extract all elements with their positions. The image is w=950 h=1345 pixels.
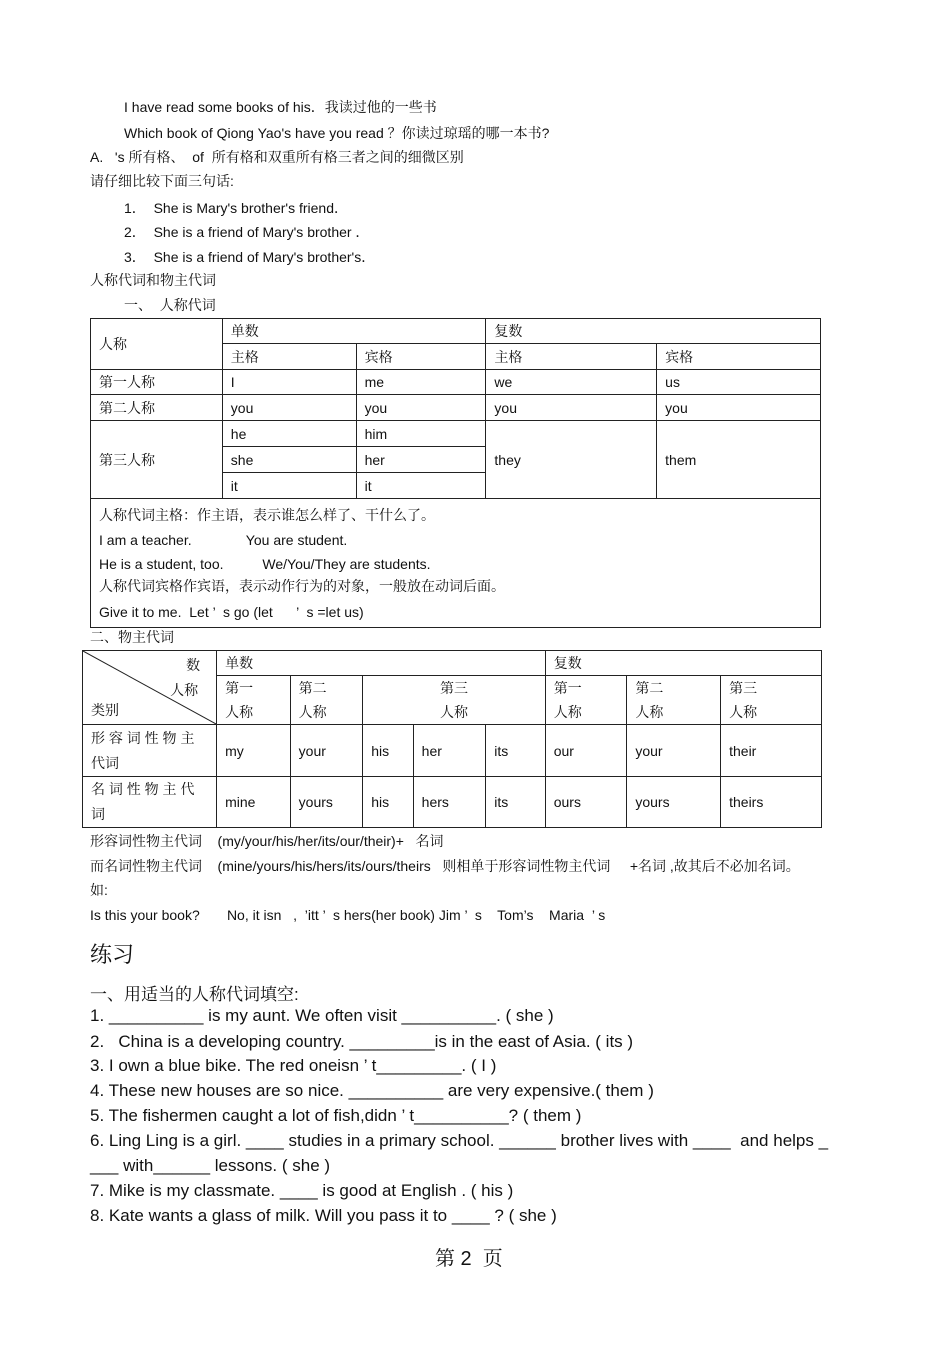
cell: we [486, 370, 657, 395]
cell: her [413, 725, 486, 777]
header-subject-singular: 主格 [222, 344, 356, 370]
cell: your [290, 725, 363, 777]
cell: my [217, 725, 291, 777]
cell: us [657, 370, 821, 395]
possessive-pronoun-table [82, 650, 822, 828]
header-second-person [290, 676, 363, 725]
cell: theirs [721, 777, 822, 828]
header-plural-second-person [627, 676, 721, 725]
cell: they [486, 421, 657, 499]
header-text: 第三 [729, 680, 758, 696]
cell: yours [290, 777, 363, 828]
cell: me [356, 370, 486, 395]
row-label-text: 代词 [91, 754, 119, 771]
header-object-plural: 宾格 [657, 344, 821, 370]
row-label-second-person: 第二人称 [91, 395, 223, 421]
cell: their [721, 725, 822, 777]
header-text: 人称 [729, 704, 758, 720]
note-line: 人称代词宾格作宾语，表示动作行为的对象，一般放在动词后面。 [99, 578, 505, 594]
page-number: 第 2 页 [435, 1248, 503, 1270]
row-label-text: 形 容 词 性 物 主 [91, 729, 195, 746]
possessive-pronoun-heading: 二、物主代词 [90, 629, 174, 645]
cell: you [356, 395, 486, 421]
header-text: 第二 [298, 680, 327, 696]
header-text: 第一 [553, 680, 582, 696]
header-plural-third-person [721, 676, 822, 725]
header-subject-plural: 主格 [486, 344, 657, 370]
header-singular: 单数 [222, 319, 486, 344]
example-sentence-2: 2． She is a friend of Mary's brother ． [124, 224, 370, 240]
cell: you [657, 395, 821, 421]
header-object-singular: 宾格 [356, 344, 486, 370]
exercise-item: 8. Kate wants a glass of milk. Will you pass it to ____ ? ( she ) [90, 1206, 557, 1225]
diag-number-label: 数 [186, 657, 201, 673]
cell: its [486, 777, 545, 828]
header-text: 人称 [298, 704, 327, 720]
cell: its [486, 725, 545, 777]
header-text: 第三 [439, 680, 468, 696]
intro-line-2: Which book of Qiong Yao's have you read ？你读过琼瑶的哪一本书? [124, 125, 550, 141]
note-line: I am a teacher. You are student. [99, 532, 348, 548]
compare-instruction: 请仔细比较下面三句话: [90, 173, 234, 189]
pronoun-title: 人称代词和物主代词 [90, 272, 216, 288]
exercise-item: 6. Ling Ling is a girl. ____ studies in a primary school. ______ brother lives with ____ and helps _ [90, 1131, 829, 1150]
header-text: 人称 [439, 704, 468, 720]
personal-pronoun-table [90, 318, 821, 628]
cell: you [222, 395, 356, 421]
cell: hers [413, 777, 486, 828]
note-nominal: 而名词性物主代词 (mine/yours/his/hers/its/ours/theirs 则相单于形容词性物主代词 +名词 ,故其后不必加名词。 [90, 858, 800, 874]
exercise-item: 4. These new houses are so nice. __________ are very expensive.( them ) [90, 1081, 654, 1100]
note-adjectival: 形容词性物主代词 (my/your/his/her/its/our/their)+ 名词 [90, 833, 444, 849]
cell: I [222, 370, 356, 395]
row-label-text: 名 词 性 物 主 代 [91, 781, 195, 797]
practice-heading: 练习 [90, 942, 135, 967]
note-line: Give it to me. Let ’ s go (let ’ s =let us) [99, 604, 364, 620]
cell: them [657, 421, 821, 499]
note-line: 人称代词主格：作主语，表示谁怎么样了、干什么了。 [99, 507, 435, 523]
intro-line-1: I have read some books of his．我读过他的一些书 [124, 99, 437, 115]
diag-person-label: 人称 [170, 682, 199, 698]
diag-category-label: 类别 [91, 702, 119, 718]
note-example: Is this your book? No, it isn , ’itt ’ s hers(her book) Jim ’ s Tom’s Maria ’ s [90, 907, 606, 923]
cell: ours [545, 777, 627, 828]
cell: his [363, 777, 413, 828]
row-label-first-person: 第一人称 [91, 370, 223, 395]
header-text: 第二 [635, 680, 664, 696]
header-third-person [363, 676, 545, 725]
cell: your [627, 725, 721, 777]
exercise-item: 3. I own a blue bike. The red oneisn ’ t_________. ( I ) [90, 1056, 497, 1075]
example-sentence-1: 1． She is Mary's brother's friend． [124, 200, 348, 216]
diagonal-header [83, 651, 217, 725]
cell: her [356, 447, 486, 473]
exercise-item: 1. __________ is my aunt. We often visit __________. ( she ) [90, 1006, 554, 1025]
header-first-person [217, 676, 291, 725]
cell: she [222, 447, 356, 473]
header-text: 人称 [635, 704, 664, 720]
cell: yours [627, 777, 721, 828]
header-person: 人称 [91, 319, 223, 370]
cell: it [222, 473, 356, 499]
row-label-nominal [83, 777, 217, 828]
header-text: 人称 [225, 704, 254, 720]
header-plural-first-person [545, 676, 627, 725]
cell: his [363, 725, 413, 777]
usage-notes [91, 499, 821, 628]
note-line: He is a student, too. We/You/They are students. [99, 556, 431, 572]
cell: he [222, 421, 356, 447]
header-plural: 复数 [486, 319, 821, 344]
header-text: 人称 [553, 704, 582, 720]
cell: mine [217, 777, 291, 828]
row-label-text: 词 [91, 806, 105, 822]
personal-pronoun-heading: 一、 人称代词 [124, 297, 216, 313]
practice-instruction: 一、用适当的人称代词填空: [90, 985, 299, 1004]
exercise-item-continued: ___ with______ lessons. ( she ) [90, 1156, 331, 1175]
header-plural: 复数 [545, 651, 821, 676]
header-singular: 单数 [217, 651, 546, 676]
exercise-item: 2. China is a developing country. _________is in the east of Asia. ( its ) [90, 1032, 634, 1051]
row-label-third-person: 第三人称 [91, 421, 223, 499]
exercise-item: 5. The fishermen caught a lot of fish,didn ’ t__________? ( them ) [90, 1106, 582, 1125]
header-text: 第一 [225, 680, 254, 696]
cell: our [545, 725, 627, 777]
row-label-adjectival [83, 725, 217, 777]
cell: him [356, 421, 486, 447]
section-a-title: A. 's 所有格、 of 所有格和双重所有格三者之间的细微区别 [90, 149, 464, 165]
example-sentence-3: 3． She is a friend of Mary's brother's． [124, 249, 376, 265]
cell: it [356, 473, 486, 499]
exercise-item: 7. Mike is my classmate. ____ is good at English . ( his ) [90, 1181, 514, 1200]
note-example-label: 如: [90, 882, 108, 898]
cell: you [486, 395, 657, 421]
